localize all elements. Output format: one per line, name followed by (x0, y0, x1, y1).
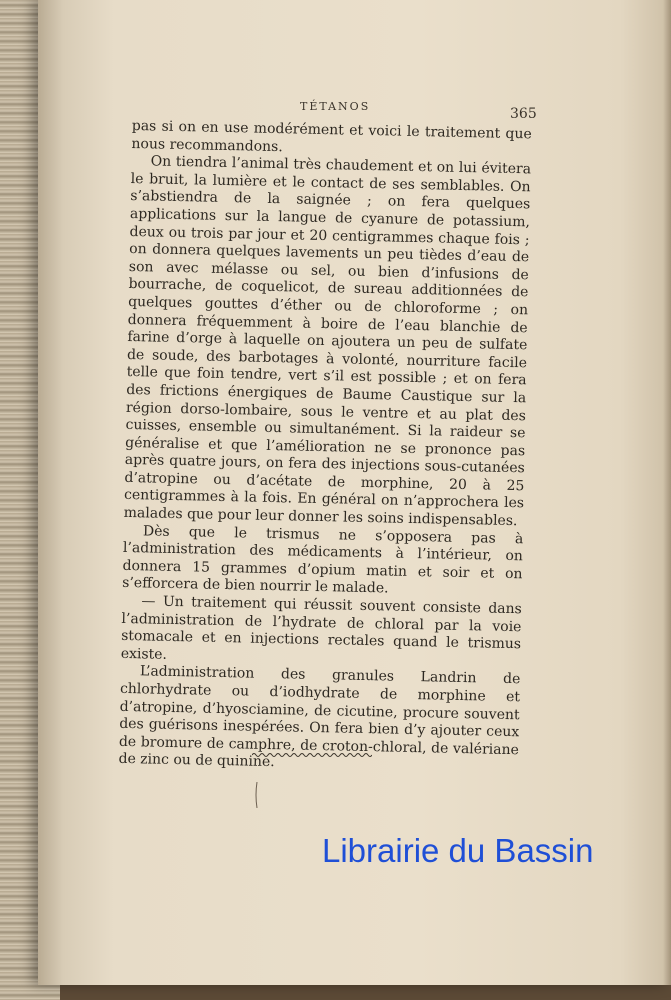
running-title: TÉTANOS (300, 100, 371, 113)
paragraph-1: pas si on en use modérément et voici le traitement que nous recommandons. (131, 118, 532, 155)
paragraph-2: On tiendra l’animal très chaudement et on lui évitera le bruit, la lumière et le contact de ses semblables. On s’abstiendra de la saignée ; on fera quelques applications sur la langue de cyanure de potassium, deux ou trois par jour et 20 centigrammes chaque fois ; on donnera quelques lavements un peu tièdes d’eau de son avec mélasse ou sel, ou bien d’infusions de bourrache, de coquelicot, de sureau additionnées de quelques gouttes d’éther ou de chloroforme ; on donnera fréquemment à boire de l’eau blanchie de farine d’orge à laquelle on ajoutera un peu de sulfate de soude, des barbotages à volonté, nourriture facile telle que foin tendre, vert s’il est possible ; et on fera des frictions énergiques de Baume Caustique sur la région dorso-lombaire, sous le ventre et au plat des cuisses, ensemble ou simultanément. Si la raideur se généralise et que l’amélioration ne se prononce pas après quatre jours, on fera des injections sous-cutanées d’atropine ou d’acétate de morphine, 20 à 25 centigrammes à la fois. En général on n’approchera les malades que pour leur donner les soins indispensables. (123, 153, 532, 530)
stray-pencil-mark (255, 782, 259, 808)
paragraph-5: L’administration des granules Landrin de chlorhydrate ou d’iodhydrate de morphine et d’atropine, d’hyosciamine, de cicutine, procure souvent des guérisons inespérées. On fera bien d’y ajouter ceux de bromure de camphre, de croton-chloral, de valériane de zinc ou de quinine. (118, 663, 521, 771)
page-edge-shadow (663, 0, 671, 985)
body-text (118, 118, 532, 777)
watermark-text: Librairie du Bassin (322, 832, 594, 869)
decorative-wavy-divider (252, 752, 372, 758)
page-number: 365 (510, 106, 537, 122)
paragraph-3: Dès que le trismus ne s’opposera pas à l’administration des médicaments à l’intérieur, on donnera 15 grammes d’opium matin et soir et on s’efforcera de bien nourrir le malade. (122, 522, 524, 597)
paragraph-4: — Un traitement qui réussit souvent consiste dans l’administration de l’hydrate de chloral par la voie stomacale et en injections rectales quand le trismus existe. (120, 593, 522, 663)
